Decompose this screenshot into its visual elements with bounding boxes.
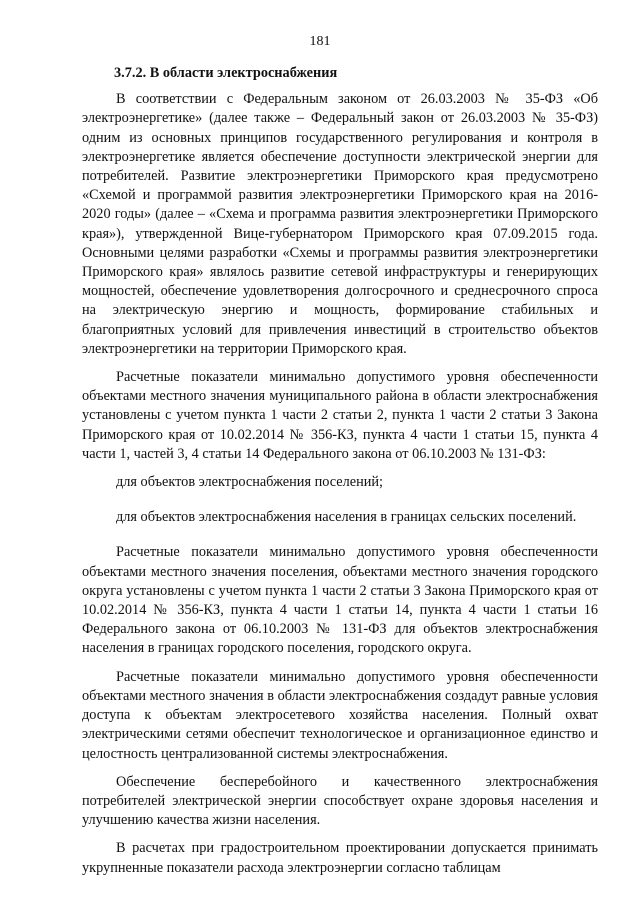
list-item-settlements: для объектов электроснабжения поселений; [116, 474, 384, 491]
list-item-rural-settlements: для объектов электроснабжения населения в границах сельских поселений. [116, 509, 577, 526]
paragraph-intro: В соответствии с Федеральным законом от 26.03.2003 № 35-ФЗ «Об электроэнергетике» (далее также – Федеральный закон от 26.03.2003 № 35-ФЗ) одним из основных принципов государственного регулирования и контроля в электроэнергетике является обеспечение доступности электрической энергии для потребителей. Развитие электроэнергетики Приморского края предусмотрено «Схемой и программой развития электроэнергетики Приморского края на 2016-2020 годы» (далее – «Схема и программа развития электроэнергетики Приморского края»), утвержденной Вице-губернатором Приморского края 07.09.2015 года. Основными целями разработки «Схемы и программы развития электроэнергетики Приморского края» являлось развитие сетевой инфраструктуры и генерирующих мощностей, обеспечение удовлетворения долгосрочного и среднесрочного спроса на электрическую энергию и мощность, формирование стабильных и благоприятных условий для привлечения инвестиций в строительство объектов электроэнергетики на территории Приморского края. [82, 91, 598, 357]
page-number: 181 [309, 34, 331, 49]
section-heading: 3.7.2. В области электроснабжения [114, 65, 338, 81]
paragraph-reliable-supply: Обеспечение бесперебойного и качественного электроснабжения потребителей электрической энергии способствует охране здоровья населения и улучшению качества жизни населения. [82, 773, 598, 829]
paragraph-district-indicators: Расчетные показатели минимально допустимого уровня обеспеченности объектами местного значения муниципального района в области электроснабжения установлены с учетом пункта 1 части 2 статьи 2, пункта 1 части 2 статьи 3 Закона Приморского края от 10.02.2014 № 356-КЗ, пункта 4 части 1 статьи 15, пункта 4 части 1, частей 3, 4 статьи 14 Федерального закона от 06.10.2003 № 131-ФЗ: [82, 369, 598, 462]
paragraph-settlement-indicators: Расчетные показатели минимально допустимого уровня обеспеченности объектами местного значения поселения, объектами местного значения городского округа установлены с учетом пункта 1 части 2 статьи 3 Закона Приморского края от 10.02.2014 № 356-КЗ, пункта 4 части 1 статьи 14, пункта 4 части 1 статьи 16 Федерального закона от 06.10.2003 № 131-ФЗ для объектов электроснабжения населения в границах городского поселения, городского округа. [82, 544, 598, 657]
document-body [82, 64, 598, 887]
paragraph-calculations: В расчетах при градостроительном проектировании допускается принимать укрупненные показатели расхода электроэнергии согласно таблицам [82, 840, 598, 876]
paragraph-equal-access: Расчетные показатели минимально допустимого уровня обеспеченности объектами местного значения в области электроснабжения создадут равные условия доступа к объектам электросетевого хозяйства населения. Полный охват электрическими сетями обеспечит технологическое и организационное единство и целостность централизованной системы электроснабжения. [82, 668, 598, 762]
